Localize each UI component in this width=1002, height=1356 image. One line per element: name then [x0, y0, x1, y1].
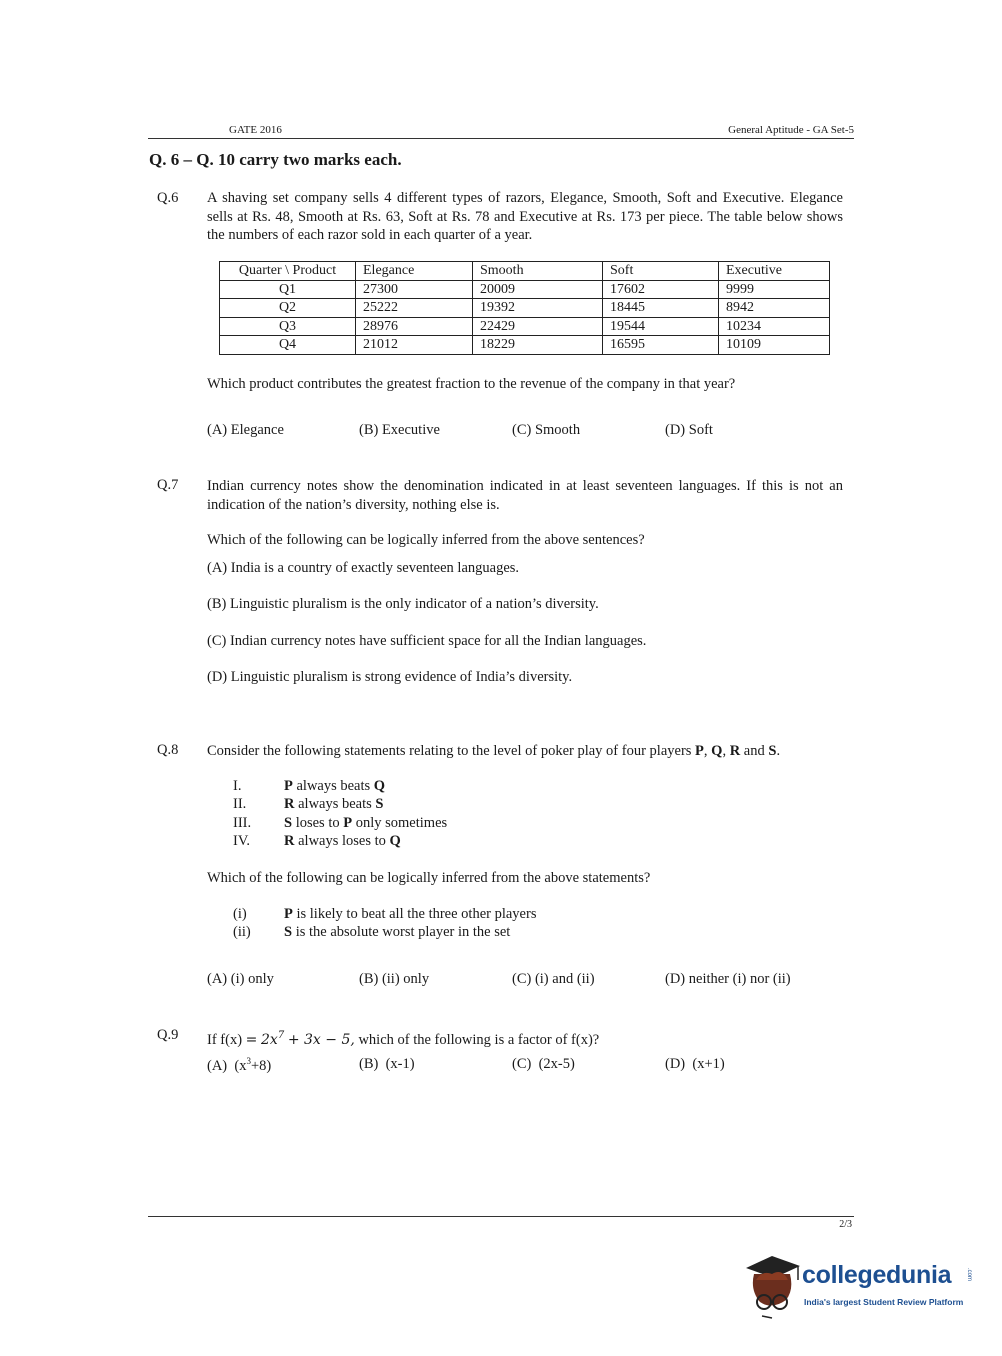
statement-3 [284, 815, 447, 832]
option-text: (x+1) [692, 1056, 725, 1072]
q7-question: Which of the following can be logically inferred from the above sentences? [207, 532, 645, 548]
and-word: and [743, 743, 765, 759]
option-text: +8) [250, 1057, 272, 1074]
q9-term-a: 2x [261, 1031, 278, 1048]
q9-number: Q.9 [157, 1027, 179, 1043]
q6-question: Which product contributes the greatest fraction to the revenue of the company in that year? [207, 376, 736, 392]
table-cell: 20009 [473, 280, 603, 299]
table-header-row [220, 262, 830, 281]
table-row [220, 317, 830, 336]
statement-label: III. [233, 815, 252, 831]
statement-1 [284, 778, 385, 795]
inference-subject: S [284, 924, 293, 940]
table-cell: Q1 [220, 280, 356, 299]
table-cell: 10109 [719, 336, 830, 355]
player-p: P [695, 743, 704, 759]
table-cell: Q3 [220, 317, 356, 336]
q8-intro-text: Consider the following statements relating to the level of poker play of four players [207, 743, 692, 759]
page-number: 2/3 [839, 1219, 852, 1230]
option-label: (B) [359, 1056, 379, 1072]
q6-text: A shaving set company sells 4 different types of razors, Elegance, Smooth, Soft and Executive. Elegance sells at Rs. 48, Smooth at Rs. 63, Soft at Rs. 78 and Executive at Rs. 173 per piece. The table below shows the numbers of each razor sold in each quarter of a year. [207, 190, 843, 243]
statement-label: II. [233, 796, 247, 812]
logo-name: collegedunia [802, 1261, 952, 1289]
q9-option-c [512, 1056, 575, 1073]
q8-option-b: (B) (ii) only [359, 971, 430, 987]
statement-2 [284, 796, 384, 813]
q9-stem [207, 1027, 599, 1049]
statement-label: I. [233, 778, 242, 794]
comma: , [722, 743, 727, 759]
table-row [220, 299, 830, 318]
table-cell: Q2 [220, 299, 356, 318]
q8-option-d: (D) neither (i) nor (ii) [665, 971, 791, 987]
table-cell: 27300 [356, 280, 473, 299]
statement-subject: R [284, 833, 295, 849]
q6-option-c: (C) Smooth [512, 422, 581, 438]
table-cell: 18229 [473, 336, 603, 355]
statement-subject: R [284, 796, 295, 812]
inference-subject: P [284, 906, 293, 922]
table-cell: 8942 [719, 299, 830, 318]
header-right: General Aptitude - GA Set-5 [728, 124, 854, 136]
q9-prefix: If f(x) [207, 1031, 243, 1048]
header-rule [148, 138, 854, 139]
table-header-cell: Soft [603, 262, 719, 281]
option-label: (C) [512, 1056, 532, 1072]
razor-sales-table [219, 261, 830, 355]
inference-2 [284, 924, 510, 941]
player-s: S [768, 743, 777, 759]
statement-verb: always beats [296, 778, 371, 794]
section-title: Q. 6 – Q. 10 carry two marks each. [149, 150, 402, 169]
statement-object: Q [389, 833, 401, 849]
table-cell: 9999 [719, 280, 830, 299]
table-cell: Q4 [220, 336, 356, 355]
statement-object: P [343, 815, 353, 831]
q9-option-a [207, 1056, 271, 1075]
player-r: R [729, 743, 741, 759]
table-cell: 18445 [603, 299, 719, 318]
table-cell: 19392 [473, 299, 603, 318]
statement-verb: always loses to [298, 833, 386, 849]
q8-intro [207, 742, 780, 761]
mascot-icon [742, 1250, 802, 1320]
table-header-cell: Elegance [356, 262, 473, 281]
table-cell: 17602 [603, 280, 719, 299]
table-row [220, 280, 830, 299]
table-cell: 22429 [473, 317, 603, 336]
q8-number: Q.8 [157, 742, 179, 758]
option-text: (2x-5) [538, 1056, 575, 1072]
q9-term-b: + 3x − 5, [287, 1031, 355, 1048]
footer-rule [148, 1216, 854, 1217]
inference-label: (ii) [233, 924, 251, 940]
q6-number: Q.6 [157, 190, 179, 206]
inference-text: is the absolute worst player in the set [295, 924, 511, 940]
option-text: (x-1) [385, 1056, 415, 1072]
statement-subject: S [284, 815, 293, 831]
q9-option-d [665, 1056, 725, 1073]
q9-option-b [359, 1056, 415, 1073]
table-row [220, 336, 830, 355]
player-q: Q [711, 743, 723, 759]
table-cell: 19544 [603, 317, 719, 336]
table-cell: 10234 [719, 317, 830, 336]
comma: , [703, 743, 708, 759]
q7-number: Q.7 [157, 477, 179, 493]
statement-label: IV. [233, 833, 251, 849]
table-header-cell: Executive [719, 262, 830, 281]
table-header-cell: Smooth [473, 262, 603, 281]
table-cell: 16595 [603, 336, 719, 355]
table-cell: 28976 [356, 317, 473, 336]
inference-text: is likely to beat all the three other players [296, 906, 537, 922]
q6-option-a: (A) Elegance [207, 422, 284, 438]
option-label: (A) [207, 1057, 228, 1074]
header-left: GATE 2016 [229, 124, 282, 136]
q7-option-a: (A) India is a country of exactly seventeen languages. [207, 560, 520, 576]
period: . [776, 743, 781, 759]
logo-tagline: India's largest Student Review Platform [804, 1297, 964, 1307]
table-header-cell: Quarter \ Product [220, 262, 356, 281]
q8-option-a: (A) (i) only [207, 971, 274, 987]
q7-option-b: (B) Linguistic pluralism is the only indicator of a nation’s diversity. [207, 596, 599, 612]
logo-suffix: .com [966, 1268, 972, 1282]
option-sup: 3 [246, 1056, 251, 1066]
q8-question: Which of the following can be logically inferred from the above statements? [207, 870, 651, 886]
statement-4 [284, 833, 401, 850]
q6-option-d: (D) Soft [665, 422, 713, 438]
table-cell: 21012 [356, 336, 473, 355]
q9-suffix: which of the following is a factor of f(x)? [358, 1031, 600, 1048]
statement-object: Q [373, 778, 386, 794]
option-label: (D) [665, 1056, 686, 1072]
q7-text: Indian currency notes show the denomination indicated in at least seventeen languages. If this is not an indication of the nation’s diversity, nothing else is. [207, 478, 843, 513]
q9-equals: = [245, 1031, 258, 1048]
inference-1 [284, 906, 536, 923]
inference-label: (i) [233, 906, 247, 922]
statement-verb: loses to [295, 815, 340, 831]
statement-tail: only sometimes [355, 815, 448, 831]
statement-object: S [375, 796, 384, 812]
q9-exponent: 7 [277, 1030, 285, 1041]
collegedunia-logo [742, 1250, 972, 1320]
q8-option-c: (C) (i) and (ii) [512, 971, 595, 987]
table-cell: 25222 [356, 299, 473, 318]
statement-verb: always beats [298, 796, 372, 812]
statement-subject: P [284, 778, 293, 794]
option-text: (x [234, 1057, 247, 1074]
q7-option-d: (D) Linguistic pluralism is strong evidence of India’s diversity. [207, 669, 573, 685]
q6-option-b: (B) Executive [359, 422, 440, 438]
q7-option-c: (C) Indian currency notes have sufficient space for all the Indian languages. [207, 633, 647, 649]
